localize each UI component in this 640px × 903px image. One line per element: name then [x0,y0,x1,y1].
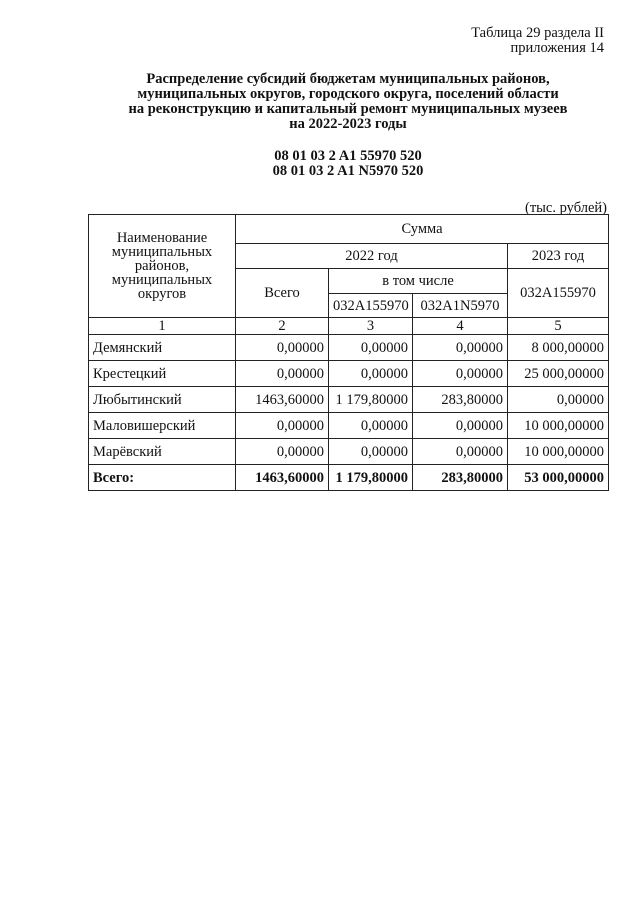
table-reference-line-1: Таблица 29 раздела II [471,25,604,41]
totals-2022: 1463,60000 [236,465,329,491]
amount-code-1: 0,00000 [329,413,413,439]
title-line-1: Распределение субсидий бюджетам муниципальных районов, [146,71,550,87]
amount-2023: 8 000,00000 [508,335,609,361]
column-index: 2 [236,318,329,335]
header-including: в том числе [329,269,508,294]
amount-code-1: 0,00000 [329,361,413,387]
title-line-3: на реконструкцию и капитальный ремонт муниципальных музеев [128,101,568,117]
document-title [88,72,608,132]
district-name: Маловишерский [89,413,236,439]
totals-row [89,465,609,491]
totals-label: Всего: [89,465,236,491]
amount-2023: 10 000,00000 [508,413,609,439]
amount-2023: 10 000,00000 [508,439,609,465]
amount-code-2: 0,00000 [413,413,508,439]
units-label: (тыс. рублей) [525,200,607,216]
column-index-row [89,318,609,335]
totals-2023: 53 000,00000 [508,465,609,491]
district-name: Крестецкий [89,361,236,387]
header-code-1: 032A155970 [329,294,413,318]
budget-codes [88,149,608,179]
table-row [89,335,609,361]
totals-code-2: 283,80000 [413,465,508,491]
total-2022: 0,00000 [236,439,329,465]
table-row [89,413,609,439]
district-name: Демянский [89,335,236,361]
amount-code-2: 0,00000 [413,335,508,361]
column-index: 4 [413,318,508,335]
amount-2023: 0,00000 [508,387,609,413]
totals-code-1: 1 179,80000 [329,465,413,491]
total-2022: 0,00000 [236,413,329,439]
district-name: Марёвский [89,439,236,465]
district-name: Любытинский [89,387,236,413]
amount-code-2: 0,00000 [413,439,508,465]
amount-code-1: 0,00000 [329,439,413,465]
header-year-2023: 2023 год [508,244,609,269]
table-row [89,387,609,413]
header-name-column: Наименование муниципальных районов, муниципальных округов [89,215,236,318]
total-2022: 0,00000 [236,335,329,361]
column-index: 3 [329,318,413,335]
header-sum: Сумма [236,215,609,244]
header-total: Всего [236,269,329,318]
budget-code-2: 08 01 03 2 A1 N5970 520 [272,163,424,179]
table-row [89,361,609,387]
header-year-2022: 2022 год [236,244,508,269]
total-2022: 1463,60000 [236,387,329,413]
amount-code-2: 283,80000 [413,387,508,413]
header-code-2: 032A1N5970 [413,294,508,318]
column-index: 1 [89,318,236,335]
title-line-2: муниципальных округов, городского округа, поселений области [137,86,559,102]
budget-code-1: 08 01 03 2 A1 55970 520 [274,148,422,164]
amount-code-1: 0,00000 [329,335,413,361]
total-2022: 0,00000 [236,361,329,387]
subsidy-table [88,214,609,491]
table-reference-line-2: приложения 14 [510,40,604,56]
amount-2023: 25 000,00000 [508,361,609,387]
header-code-2023: 032A155970 [508,269,609,318]
amount-code-1: 1 179,80000 [329,387,413,413]
column-index: 5 [508,318,609,335]
table-row [89,439,609,465]
amount-code-2: 0,00000 [413,361,508,387]
title-line-4: на 2022-2023 годы [289,116,407,132]
table-reference [471,26,604,56]
